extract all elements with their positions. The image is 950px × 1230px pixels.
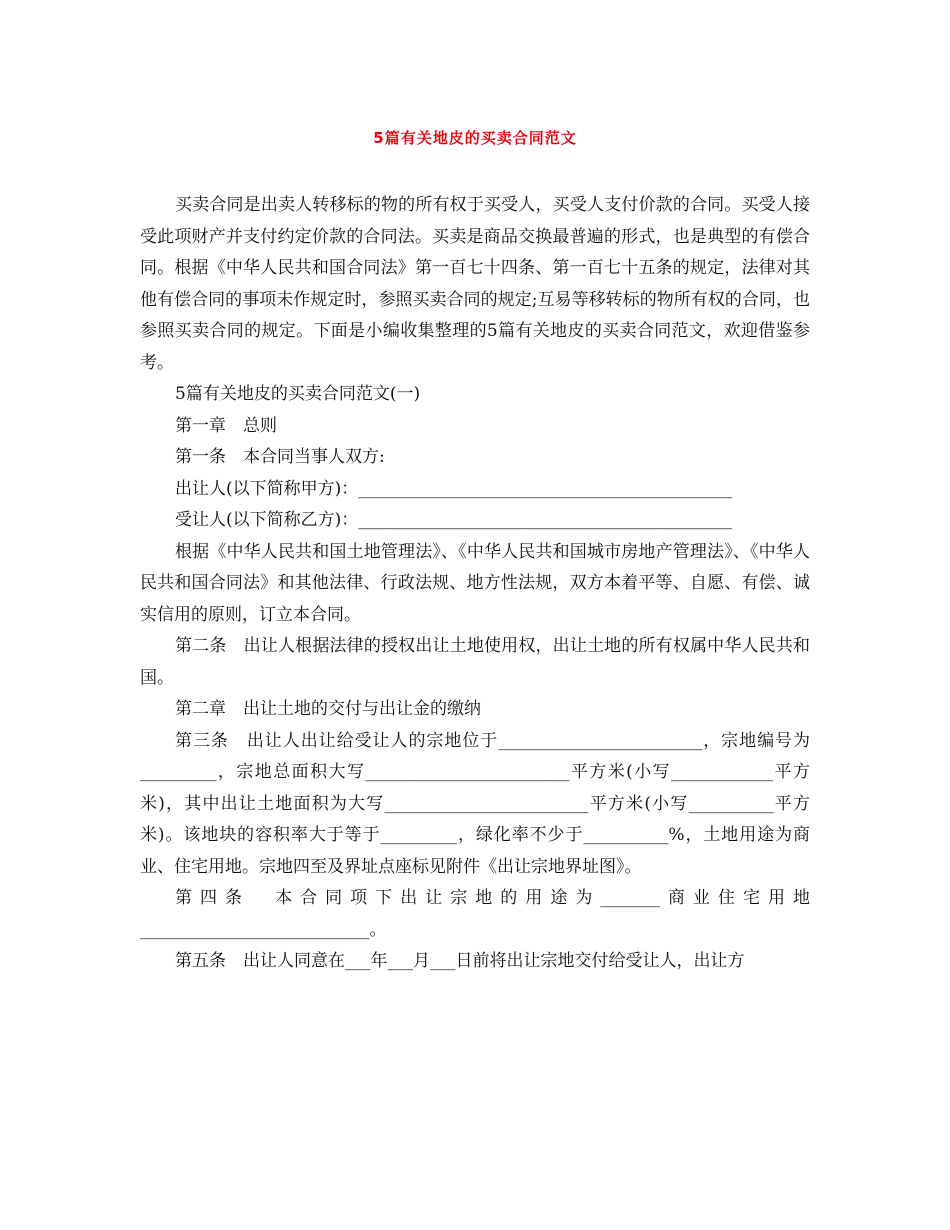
paragraph-party-a: 出让人(以下简称甲方)：____________________________________________	[175, 478, 733, 499]
paragraph-article-3: 第三条 出让人出让给受让人的宗地位于________________________，宗地编号为_________，宗地总面积大写________________________平方米(小写____________平方米)，其中出让土地面积为大写________________________平方米(小写__________平方米)。该地块的容积率大于等于_________，绿化率不少于__________%，土地用途为商业、住宅用地。宗地四至及界址点座标见附件《出让宗地界址图》。	[140, 730, 810, 877]
paragraph-legal-basis: 根据《中华人民共和国土地管理法》、《中华人民共和国城市房地产管理法》、《中华人民共和国合同法》和其他法律、行政法规、地方性法规，双方本着平等、自愿、有偿、诚实信用的原则，订立本合同。	[140, 541, 810, 625]
paragraph-article-4: 第四条 本合同项下出让宗地的用途为_______商业住宅用地___________________________。	[140, 888, 810, 940]
document-title: 5篇有关地皮的买卖合同范文	[373, 129, 577, 147]
paragraph-article-2: 第二条 出让人根据法律的授权出让土地使用权，出让土地的所有权属中华人民共和国。	[140, 636, 810, 688]
paragraph-intro: 买卖合同是出卖人转移标的物的所有权于买受人，买受人支付价款的合同。买受人接受此项财产并支付约定价款的合同法。买卖是商品交换最普遍的形式，也是典型的有偿合同。根据《中华人民共和国合同法》第一百七十四条、第一百七十五条的规定，法律对其他有偿合同的事项未作规定时，参照买卖合同的规定;互易等移转标的物所有权的合同，也参照买卖合同的规定。下面是小编收集整理的5篇有关地皮的买卖合同范文，欢迎借鉴参考。	[140, 195, 810, 373]
document-body	[140, 190, 810, 978]
paragraph-article-5: 第五条 出让人同意在___年___月___日前将出让宗地交付给受让人，出让方	[175, 951, 745, 971]
paragraph-chapter-2: 第二章 出让土地的交付与出让金的缴纳	[175, 699, 481, 719]
paragraph-section-heading: 5篇有关地皮的买卖合同范文(一)	[175, 384, 421, 404]
paragraph-chapter-1: 第一章 总则	[175, 415, 277, 436]
paragraph-party-b: 受让人(以下简称乙方)：____________________________________________	[175, 510, 733, 530]
paragraph-article-1: 第一条 本合同当事人双方:	[175, 447, 385, 467]
